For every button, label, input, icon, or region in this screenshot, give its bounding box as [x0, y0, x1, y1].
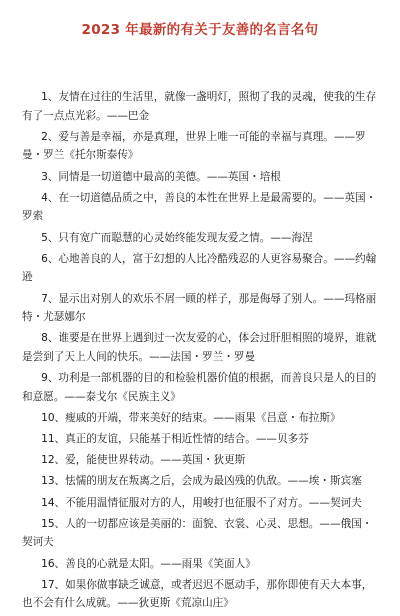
- quote-item: 2、爱与善是幸福，亦是真理，世界上唯一可能的幸福与真理。——罗曼・罗兰《托尔斯泰传》: [22, 130, 366, 162]
- quote-item: 8、谁要是在世界上遇到过一次友爱的心，体会过肝胆相照的境界，谁就是尝到了天上人间的快乐。——法国・罗兰・罗曼: [22, 332, 377, 363]
- quote-item: 15、人的一切都应该是美丽的：面貌、衣裳、心灵、思想。——俄国・契诃夫: [22, 517, 373, 549]
- quote-item: 1、友情在过往的生活里，就像一盏明灯，照彻了我的灵魂，使我的生存有了一点点光彩。——巴金: [22, 91, 377, 122]
- quote-item: 7、显示出对别人的欢乐不屑一顾的样子，那是侮辱了别人。——玛格丽特・尤瑟娜尔: [22, 292, 377, 324]
- quote-item: 3、同情是一切道德中最高的美德。——英国・培根: [41, 170, 281, 183]
- quote-item: 6、心地善良的人，富于幻想的人比冷酷残忍的人更容易聚合。——约翰逊: [22, 252, 377, 284]
- quote-item: 10、瘦戚的开端，带来美好的结束。——雨果《吕意・布拉斯》: [41, 411, 341, 424]
- quote-item: 9、功利是一部机器的目的和检验机器价值的根据，而善良只是人的目的和意愿。——泰戈尔《民族主义》: [22, 372, 377, 403]
- quote-item: 5、只有宽广而聪慧的心灵始终能发现友爱之情。——海涅: [41, 231, 313, 244]
- quote-item: 16、善良的心就是太阳。——雨果《笑面人》: [41, 557, 256, 570]
- page-title: 2023 年最新的有关于友善的名言名句: [81, 22, 319, 38]
- quote-item: 17、如果你做事缺乏诚意，或者迟迟不愿动手，那你即使有天大本事，也不会有什么成就。——狄更斯《荒凉山庄》: [22, 578, 373, 610]
- quote-list: [22, 88, 380, 616]
- quote-item: 14、不能用温情征服对方的人，用峻打也征服不了对方。——契诃夫: [41, 496, 362, 509]
- quote-item: 13、怯懦的朋友在叛离之后，会成为最凶残的仇敌。——埃・斯宾塞: [41, 475, 362, 488]
- quote-item: 12、爱，能使世界转动。——英国・狄更斯: [41, 454, 246, 467]
- quote-item: 11、真正的友谊，只能基于相近性情的结合。——贝多芬: [41, 433, 309, 446]
- quote-item: 4、在一切道德品质之中，善良的本性在世界上是最需要的。——英国・罗索: [22, 191, 377, 223]
